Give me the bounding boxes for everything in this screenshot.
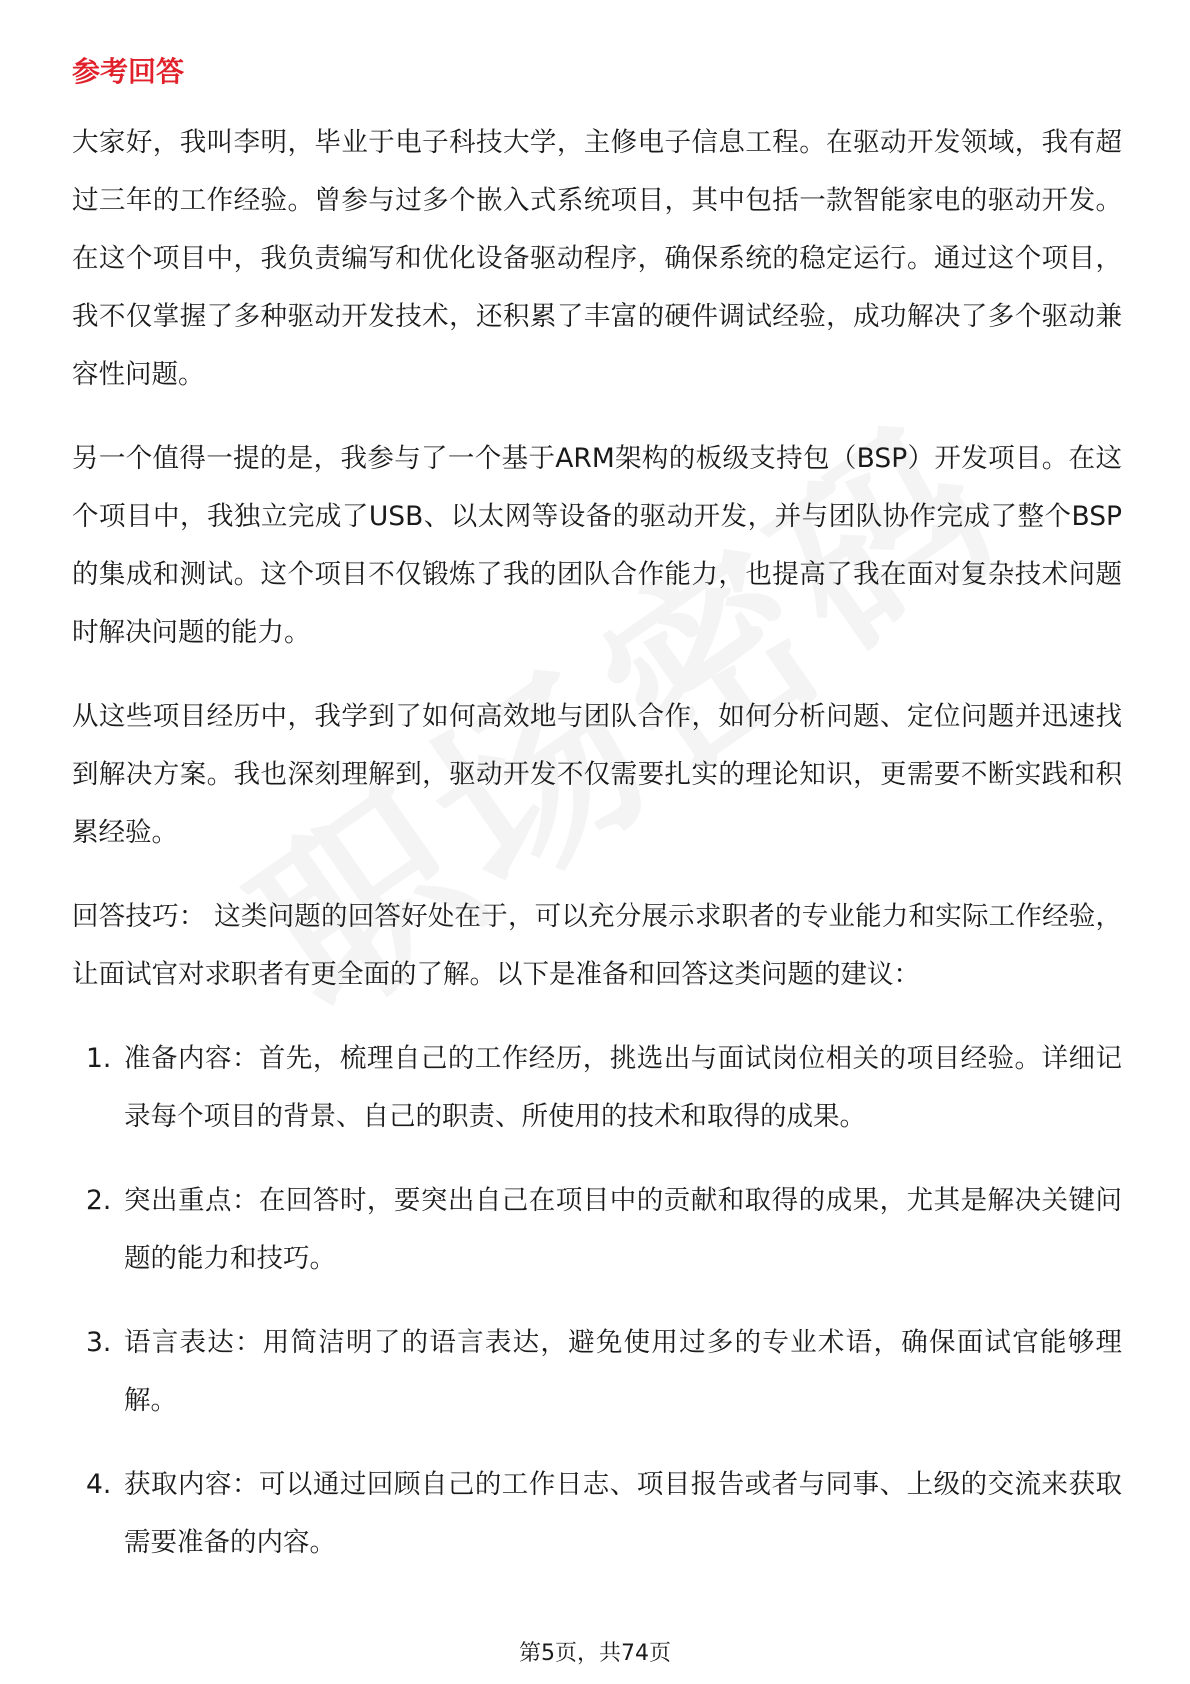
page-number-footer: 第5页，共74页	[519, 1641, 671, 1666]
tips-list	[72, 1030, 1122, 1572]
list-item-text: 突出重点：在回答时，要突出自己在项目中的贡献和取得的成果，尤其是解决关键问题的能力和技巧。	[124, 1185, 1122, 1274]
paragraph-bsp-project: 另一个值得一提的是，我参与了一个基于ARM架构的板级支持包（BSP）开发项目。在这个项目中，我独立完成了USB、以太网等设备的驱动开发，并与团队协作完成了整个BSP的集成和测试。这个项目不仅锻炼了我的团队合作能力，也提高了我在面对复杂技术问题时解决问题的能力。	[72, 443, 1122, 648]
list-item-text: 获取内容：可以通过回顾自己的工作日志、项目报告或者与同事、上级的交流来获取需要准备的内容。	[124, 1469, 1122, 1558]
list-item	[72, 1030, 1122, 1146]
list-item	[72, 1172, 1122, 1288]
answer-body	[72, 114, 1122, 1598]
list-item	[72, 1456, 1122, 1572]
paragraph-intro: 大家好，我叫李明，毕业于电子科技大学，主修电子信息工程。在驱动开发领域，我有超过三年的工作经验。曾参与过多个嵌入式系统项目，其中包括一款智能家电的驱动开发。在这个项目中，我负责编写和优化设备驱动程序，确保系统的稳定运行。通过这个项目，我不仅掌握了多种驱动开发技术，还积累了丰富的硬件调试经验，成功解决了多个驱动兼容性问题。	[72, 127, 1122, 390]
list-item-number: 2.	[86, 1185, 112, 1216]
list-item-number: 1.	[86, 1043, 112, 1074]
list-item-text: 准备内容：首先，梳理自己的工作经历，挑选出与面试岗位相关的项目经验。详细记录每个项目的背景、自己的职责、所使用的技术和取得的成果。	[124, 1043, 1122, 1132]
paragraph-tips-intro: 回答技巧： 这类问题的回答好处在于，可以充分展示求职者的专业能力和实际工作经验，让面试官对求职者有更全面的了解。以下是准备和回答这类问题的建议：	[72, 901, 1122, 990]
section-heading: 参考回答	[72, 55, 185, 88]
list-item-text: 语言表达：用简洁明了的语言表达，避免使用过多的专业术语，确保面试官能够理解。	[124, 1327, 1122, 1416]
list-item	[72, 1314, 1122, 1430]
list-item-number: 3.	[86, 1327, 112, 1358]
list-item-number: 4.	[86, 1469, 112, 1500]
paragraph-lessons: 从这些项目经历中，我学到了如何高效地与团队合作，如何分析问题、定位问题并迅速找到解决方案。我也深刻理解到，驱动开发不仅需要扎实的理论知识，更需要不断实践和积累经验。	[72, 701, 1122, 848]
